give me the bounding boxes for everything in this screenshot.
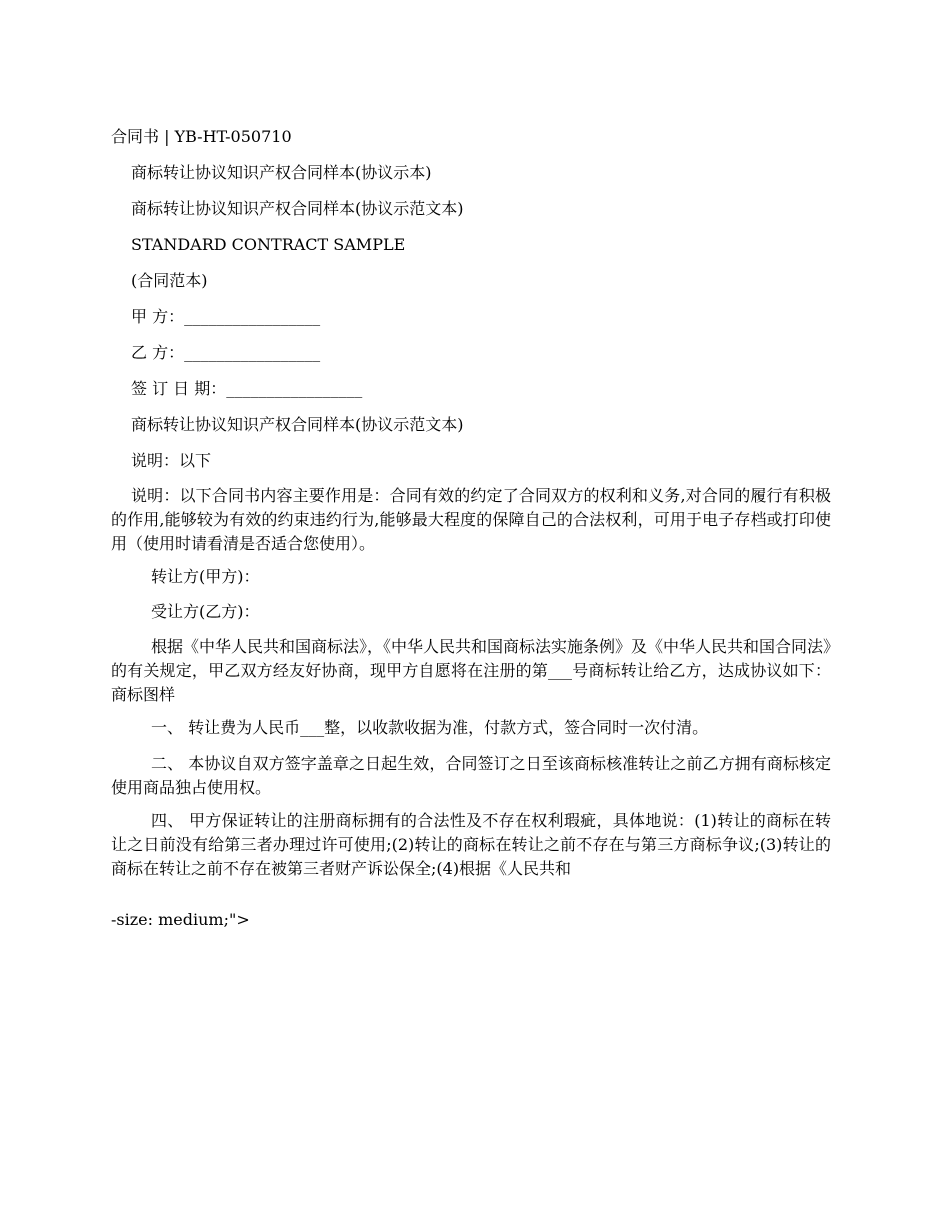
transferee-label: 受让方(乙方)： (151, 602, 260, 621)
title-english: STANDARD CONTRACT SAMPLE (131, 235, 406, 254)
party-a-field: 甲 方：_________________ (131, 307, 321, 326)
clause-1: 一、 转让费为人民币___整，以收款收据为准，付款方式，签合同时一次付清。 (151, 718, 709, 737)
document-header: 合同书 | YB-HT-050710 (111, 127, 292, 146)
title-1: 商标转让协议知识产权合同样本(协议示本) (131, 163, 432, 182)
clause-2: 二、 本协议自双方签字盖章之日起生效，合同签订之日至该商标核准转让之前乙方拥有商标核定使用商品独占使用权。 (111, 754, 831, 797)
note-short: 说明：以下 (131, 451, 212, 470)
note-paragraph: 说明：以下合同书内容主要作用是：合同有效的约定了合同双方的权利和义务,对合同的履行有积极的作用,能够较为有效的约束违约行为,能够最大程度的保障自己的合法权利，可用于电子存档或打印使用（使用时请看清是否适合您使用）。 (111, 486, 831, 553)
title-2: 商标转让协议知识产权合同样本(协议示范文本) (131, 199, 464, 218)
subtitle: (合同范本) (131, 271, 208, 290)
transferor-label: 转让方(甲方)： (151, 567, 260, 586)
title-3: 商标转让协议知识产权合同样本(协议示范文本) (131, 415, 464, 434)
stray-markup-text: -size: medium;"> (111, 910, 250, 929)
clause-4: 四、 甲方保证转让的注册商标拥有的合法性及不存在权利瑕疵，具体地说：(1)转让的商标在转让之日前没有给第三者办理过许可使用;(2)转让的商标在转让之前不存在与第三方商标争议;(3)转让的商标在转让之前不存在被第三者财产诉讼保全;(4)根据《人民共和 (111, 811, 831, 878)
sign-date-field: 签 订 日 期：_________________ (131, 379, 363, 398)
party-b-field: 乙 方：_________________ (131, 343, 321, 362)
clause-intro: 根据《中华人民共和国商标法》，《中华人民共和国商标法实施条例》及《中华人民共和国合同法》的有关规定，甲乙双方经友好协商，现甲方自愿将在注册的第___号商标转让给乙方，达成协议如下：商标图样 (111, 637, 832, 704)
